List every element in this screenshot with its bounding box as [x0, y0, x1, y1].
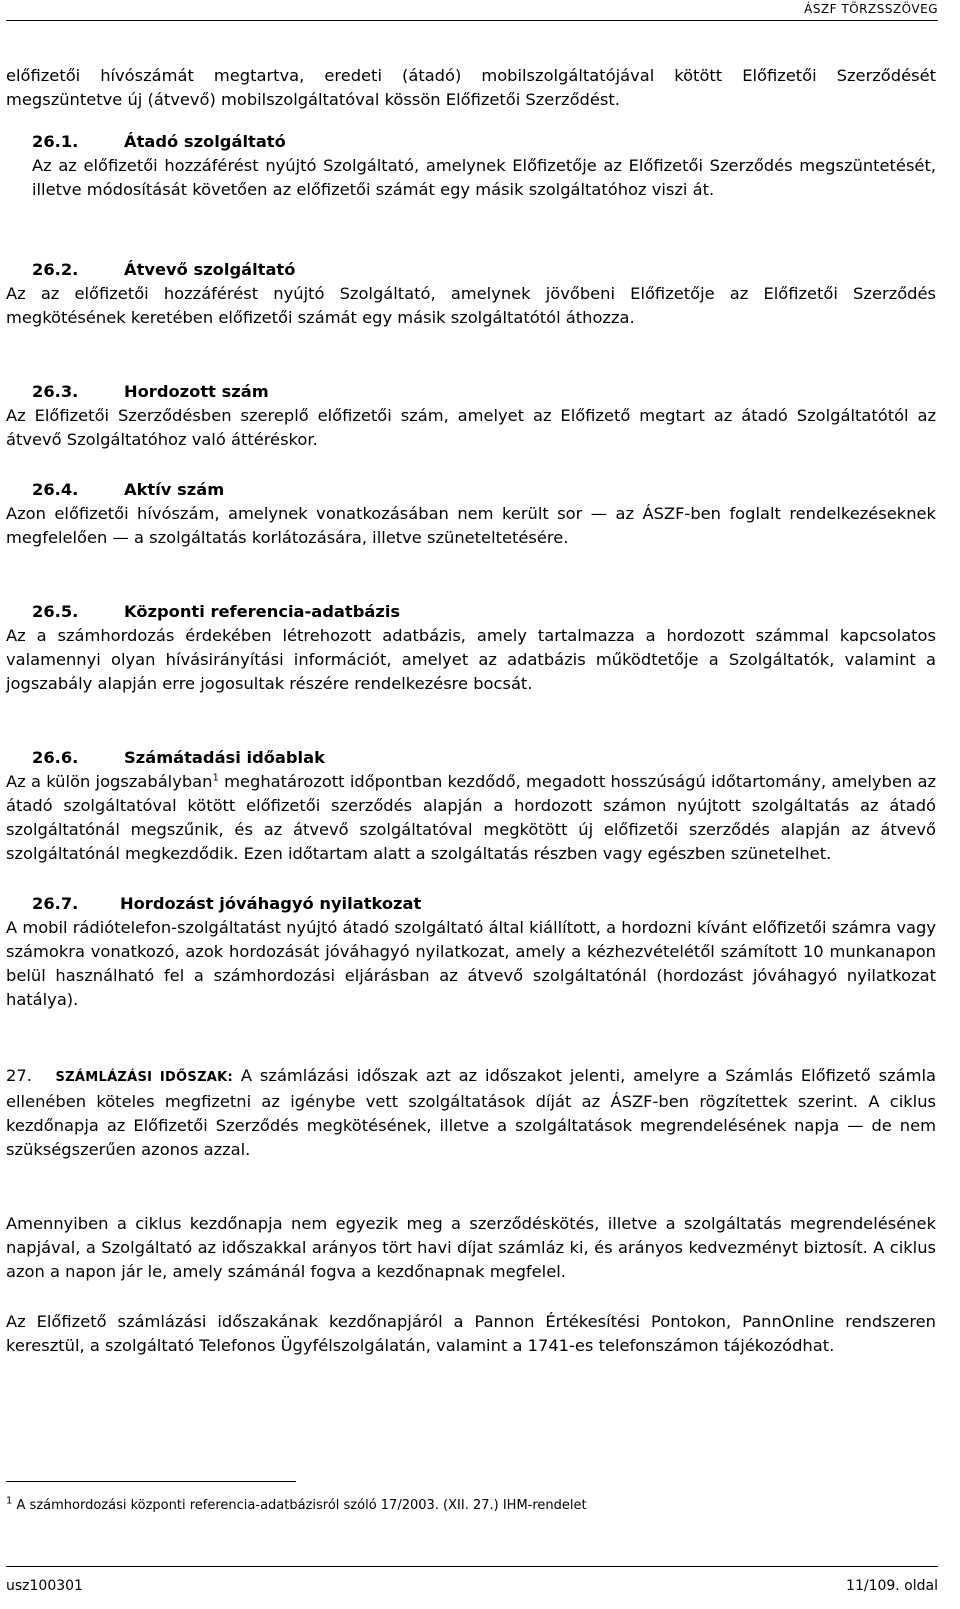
section-title: Számátadási időablak: [124, 748, 325, 767]
section-26-3-body: Az Előfizetői Szerződésben szereplő előfizetői szám, amelyet az Előfizető megtart az átadó Szolgáltatótól az átvevő Szolgáltatóhoz való áttéréskor.: [6, 406, 936, 449]
section-26-7-heading: [32, 892, 421, 916]
section-number: 26.5.: [32, 602, 79, 621]
footer-rule: [6, 1566, 938, 1567]
section-26-1-body: Az az előfizetői hozzáférést nyújtó Szolgáltató, amelynek Előfizetője az Előfizetői Szerződés megszüntetését, illetve módosítását követően az előfizetői számát egy másik szolgáltatóhoz viszi át.: [32, 156, 936, 199]
section-27-paragraph-1: [6, 1064, 936, 1162]
section-title: Aktív szám: [124, 480, 225, 499]
section-27-paragraph-2: Amennyiben a ciklus kezdőnapja nem egyezik meg a szerződéskötés, illetve a szolgáltatás megrendelésének napjával, a Szolgáltató az időszakkal arányos tört havi díjat számláz ki, és arányos kedvezményt biztosít. A ciklus azon a napon jár le, amely számánál fogva a kezdőnapnak megfelel.: [6, 1214, 936, 1281]
footnote-text: A számhordozási központi referencia-adatbázisról szóló 17/2003. (XII. 27.) IHM-rendelet: [16, 1498, 587, 1513]
section-26-4-heading: [32, 478, 224, 502]
footnote-reference: 1: [212, 772, 219, 784]
footnote: [6, 1497, 906, 1515]
document-id: usz100301: [6, 1578, 83, 1594]
footnote-rule: [6, 1481, 296, 1482]
section-title: Átvevő szolgáltató: [124, 260, 296, 279]
footnote-mark: 1: [6, 1495, 13, 1507]
header-rule: [6, 0, 938, 21]
section-number: 26.4.: [32, 480, 79, 499]
section-26-5-heading: [32, 600, 400, 624]
section-number: 26.1.: [32, 132, 79, 151]
body-text-start: Az a külön jogszabályban: [6, 772, 213, 791]
section-number: 26.2.: [32, 260, 79, 279]
section-26-4-body: Azon előfizetői hívószám, amelynek vonatkozásában nem került sor — az ÁSZF-ben foglalt rendelkezéseknek megfelelően — a szolgáltatás korlátozására, illetve szüneteltetésére.: [6, 504, 936, 547]
section-title: Átadó szolgáltató: [124, 132, 286, 151]
section-title: Hordozott szám: [124, 382, 269, 401]
section-number: 27.: [6, 1066, 32, 1085]
paragraph-text: A számlázási időszak azt az időszakot jelenti, amelyre a Számlás Előfizető számla ellenében köteles megfizetni az igénybe vett szolgáltatások díját az ÁSZF-ben rögzítettek szerint. A ciklus kezdőnapja az Előfizetői Szerződés megkötésének, illetve a szolgáltatások megrendelésének napja — de nem szükségszerűen azonos azzal.: [6, 1066, 936, 1159]
section-27-paragraph-3: Az Előfizető számlázási időszakának kezdőnapjáról a Pannon Értékesítési Pontokon, PannOnline rendszeren keresztül, a szolgáltató Telefonos Ügyfélszolgálatán, valamint a 1741-es telefonszámon tájékozódhat.: [6, 1312, 936, 1355]
section-title: Hordozást jóváhagyó nyilatkozat: [120, 894, 422, 913]
intro-paragraph: előfizetői hívószámát megtartva, eredeti (átadó) mobilszolgáltatójával kötött Előfizetői Szerződését megszüntetve új (átvevő) mobilszolgáltatóval kössön Előfizetői Szerződést.: [6, 66, 936, 109]
section-number: 26.6.: [32, 748, 79, 767]
section-title: Központi referencia-adatbázis: [124, 602, 401, 621]
section-title: SZÁMLÁZÁSI IDŐSZAK:: [55, 1070, 234, 1085]
section-26-7-body: A mobil rádiótelefon-szolgáltatást nyújtó átadó szolgáltató által kiállított, a hordozni kívánt előfizetői számra vagy számokra vonatkozó, azok hordozását jóváhagyó nyilatkozat, amely a kézhezvételétől számított 10 munkanapon belül használható fel a számhordozási eljárásban az átvevő szolgáltatónál (hordozást jóváhagyó nyilatkozat hatálya).: [6, 918, 936, 1009]
section-26-3-heading: [32, 380, 269, 404]
page-number: 11/109. oldal: [846, 1578, 938, 1594]
section-26-5-body: Az a számhordozás érdekében létrehozott adatbázis, amely tartalmazza a hordozott számmal kapcsolatos valamennyi olyan hívásirányítási információt, amelyet az adatbázis működtetője a Szolgáltatók, valamint a jogszabály alapján erre jogosultak részére rendelkezésre bocsát.: [6, 626, 936, 693]
header-title: ÁSZF TÖRZSSZÖVEG: [800, 2, 938, 16]
section-26-6-heading: [32, 746, 325, 770]
section-26-2-heading: [32, 258, 295, 282]
section-number: 26.7.: [32, 894, 79, 913]
body-text-end: meghatározott időpontban kezdődő, megadott hosszúságú időtartomány, amelyben az átadó szolgáltatóval kötött előfizetői szerződés alapján a hordozott számon nyújtott szolgáltatás az átadó szolgáltatónál megszűnik, és az átvevő szolgáltatóval megkötött új előfizetői szerződés alapján az átvevő szolgáltatónál megkezdődik. Ezen időtartam alatt a szolgáltatás részben vagy egészben szünetelhet.: [6, 772, 936, 863]
section-26-2-body: Az az előfizetői hozzáférést nyújtó Szolgáltató, amelynek jövőbeni Előfizetője az Előfizetői Szerződés megkötésének keretében előfizetői számát egy másik szolgáltatótól áthozza.: [6, 284, 936, 327]
section-number: 26.3.: [32, 382, 79, 401]
section-26-1-heading: [32, 130, 286, 154]
section-26-6-body: [6, 770, 936, 866]
